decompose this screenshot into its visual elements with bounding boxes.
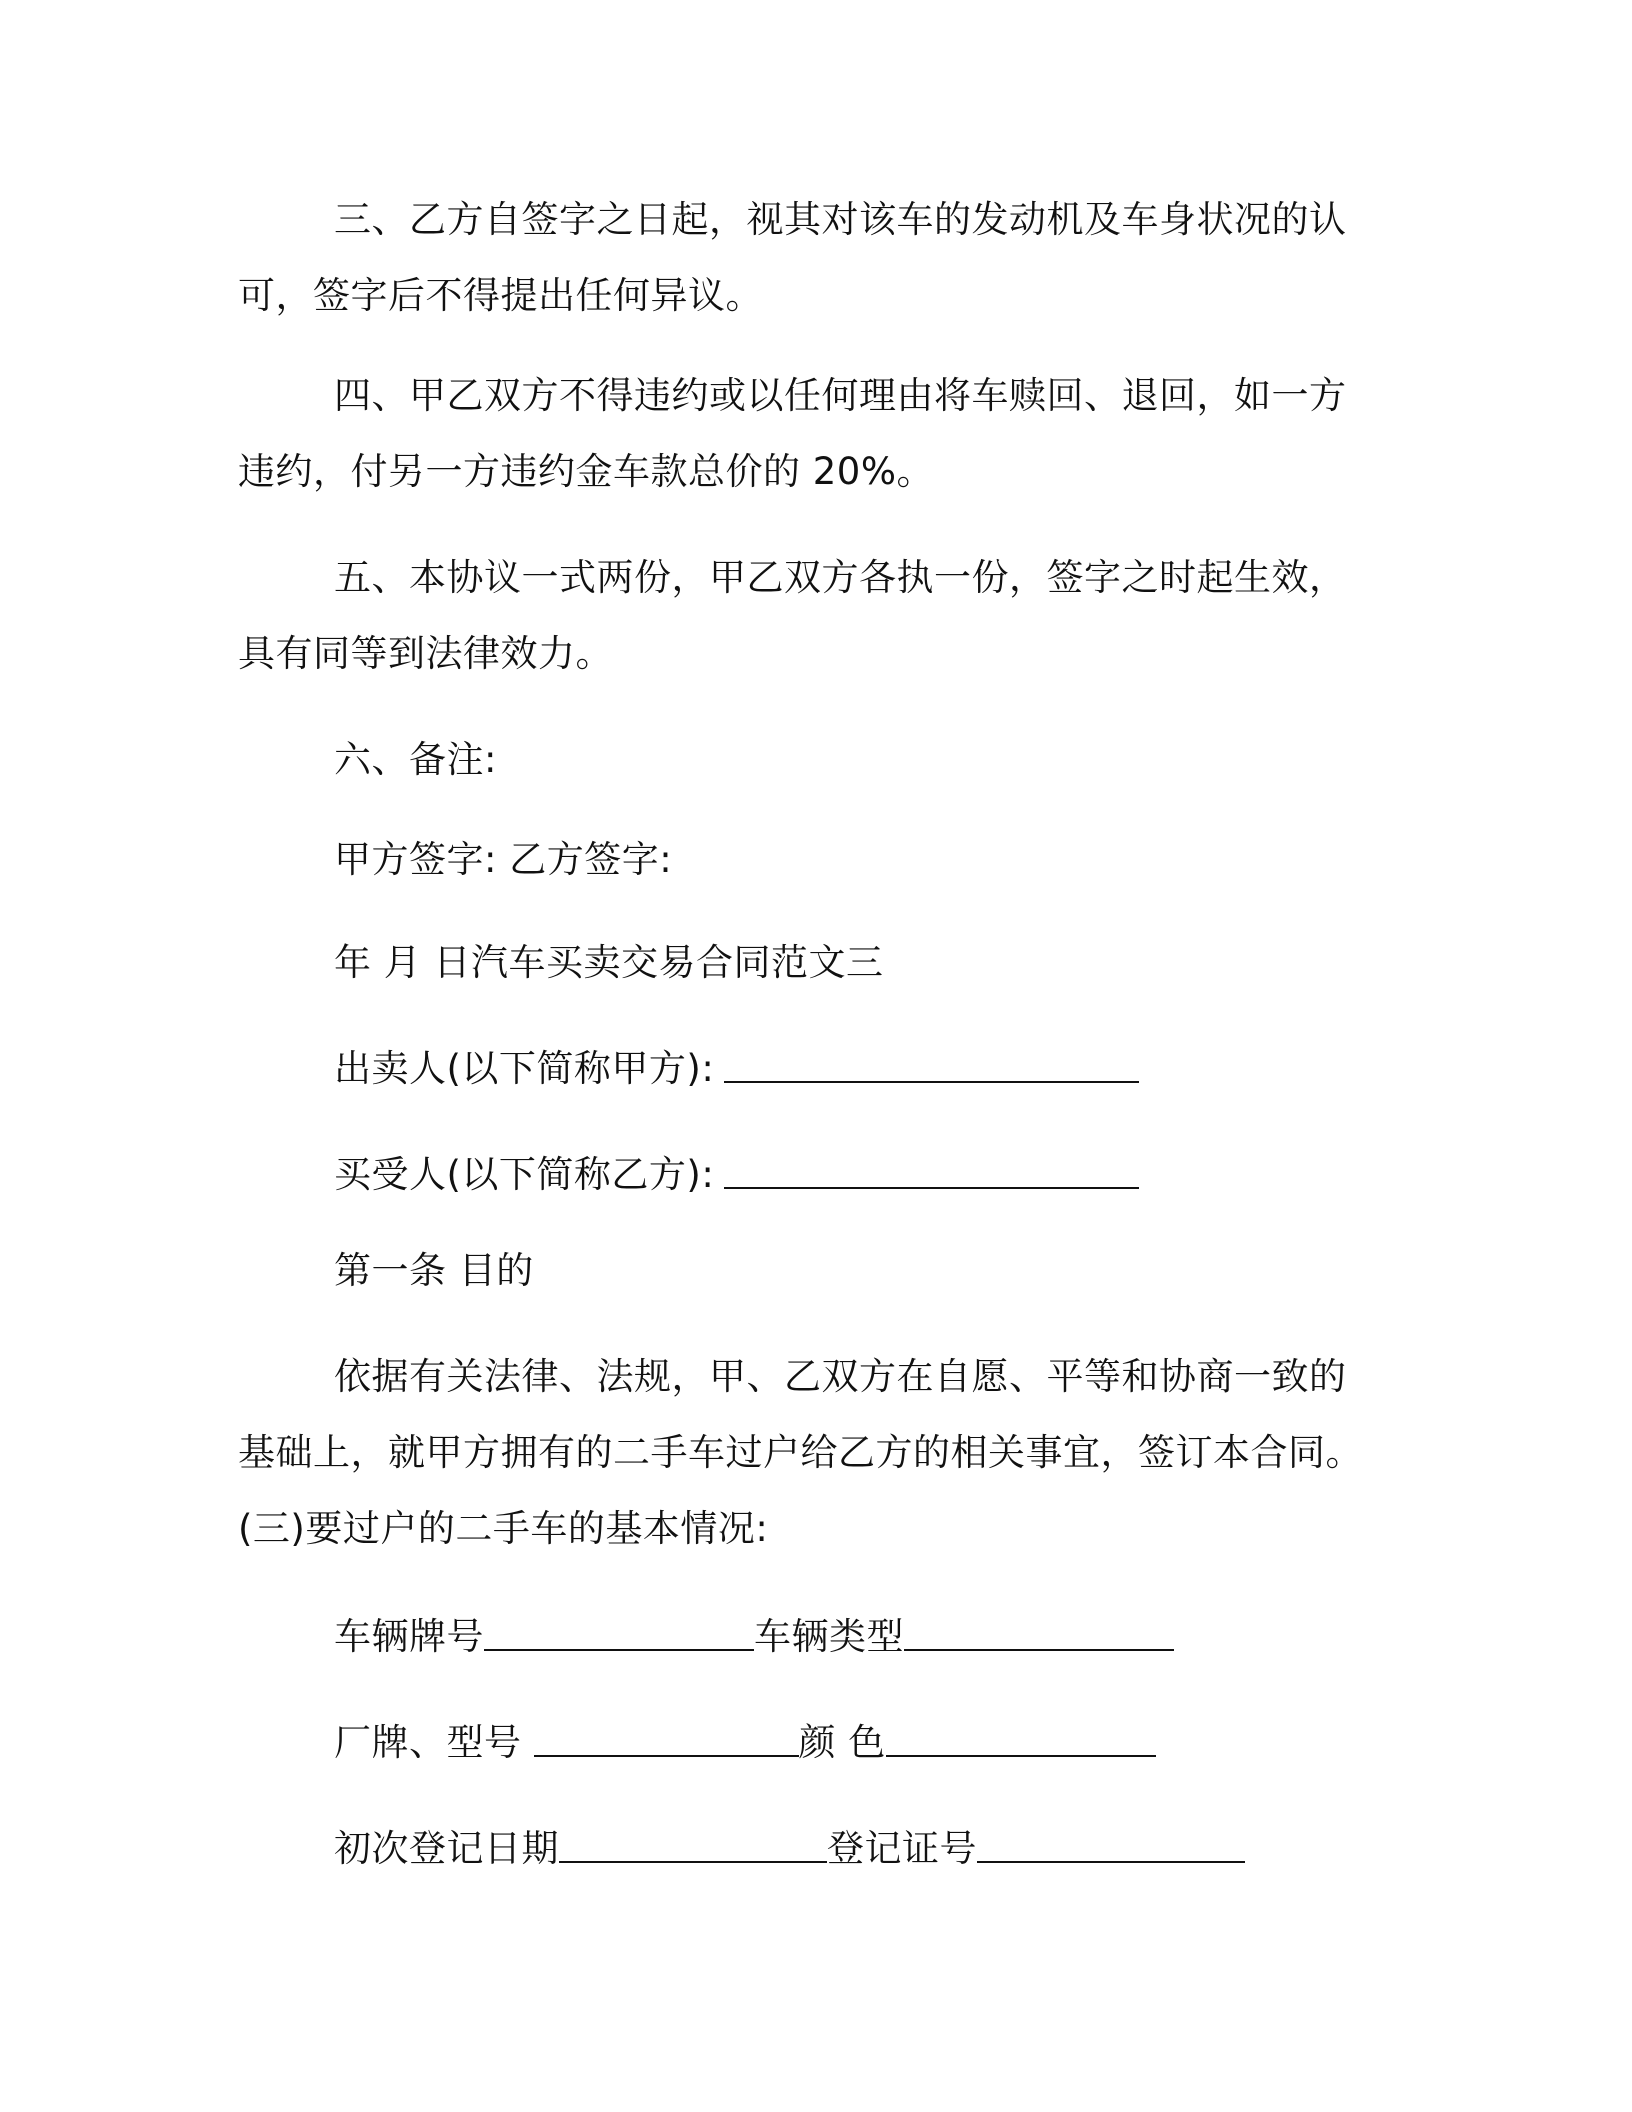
- clause-4: 四、甲乙双方不得违约或以任何理由将车赎回、退回，如一方违约，付另一方违约金车款总价的 20%。: [238, 374, 1347, 493]
- seller-label: 出卖人(以下简称甲方):: [334, 1047, 715, 1090]
- clause-6-remarks: 六、备注:: [334, 738, 497, 781]
- plate-blank[interactable]: [484, 1615, 754, 1651]
- color-blank[interactable]: [886, 1721, 1156, 1757]
- color-label: 颜 色: [798, 1721, 886, 1764]
- buyer-label: 买受人(以下简称乙方):: [334, 1153, 715, 1196]
- buyer-line: [334, 1150, 1139, 1200]
- article-1-body: 依据有关法律、法规，甲、乙双方在自愿、平等和协商一致的基础上，就甲方拥有的二手车过户给乙方的相关事宜，签订本合同。(三)要过户的二手车的基本情况:: [238, 1355, 1363, 1550]
- article-1-heading: 第一条 目的: [334, 1249, 534, 1292]
- plate-label: 车辆牌号: [334, 1615, 484, 1658]
- seller-line: [334, 1044, 1139, 1094]
- vehicle-row-1: [334, 1612, 1174, 1662]
- vehicle-row-2: [334, 1718, 1156, 1768]
- brand-blank[interactable]: [534, 1721, 799, 1757]
- signature-line: 甲方签字: 乙方签字:: [334, 838, 673, 881]
- registration-cert-label: 登记证号: [827, 1827, 977, 1870]
- registration-cert-blank[interactable]: [977, 1827, 1245, 1863]
- date-and-title-line: 年 月 日汽车买卖交易合同范文三: [334, 941, 884, 984]
- first-registration-label: 初次登记日期: [334, 1827, 559, 1870]
- vehicle-row-3: [334, 1824, 1245, 1874]
- type-blank[interactable]: [904, 1615, 1174, 1651]
- brand-label: 厂牌、型号: [334, 1721, 522, 1764]
- type-label: 车辆类型: [754, 1615, 904, 1658]
- buyer-blank[interactable]: [724, 1153, 1139, 1189]
- seller-blank[interactable]: [724, 1047, 1139, 1083]
- clause-5: 五、本协议一式两份，甲乙双方各执一份，签字之时起生效，具有同等到法律效力。: [238, 556, 1347, 675]
- first-registration-blank[interactable]: [559, 1827, 827, 1863]
- clause-3: 三、乙方自签字之日起，视其对该车的发动机及车身状况的认可，签字后不得提出任何异议。: [238, 198, 1347, 317]
